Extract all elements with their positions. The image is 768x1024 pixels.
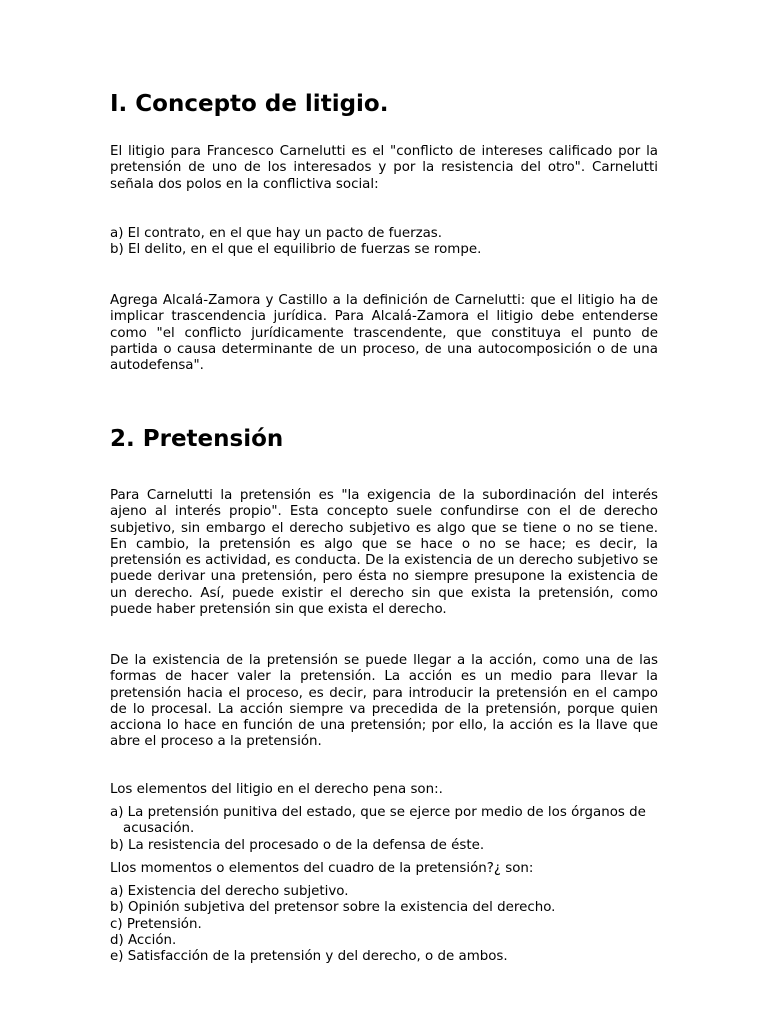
paragraph-litigio-definition: El litigio para Francesco Carnelutti es el "conflicto de intereses calificado por la pretensión de uno de los interesados y por la resistencia del otro". Carnelutti señala dos polos en la conflictiva social: xyxy=(110,144,658,192)
paragraph-alcala-zamora: Agrega Alcalá-Zamora y Castillo a la definición de Carnelutti: que el litigio ha de implicar trascendencia jurídica. Para Alcalá-Zamora el litigio debe entenderse como "el conflicto jurídicamente trascendente, que constituya el punto de partida o causa determinante de un proceso, de una autocomposición o de una autodefensa". xyxy=(110,293,658,374)
list-item: a) La pretensión punitiva del estado, que se ejerce por medio de los órganos de acusación. xyxy=(110,805,646,837)
list-item: c) Pretensión. xyxy=(110,916,202,932)
list-item: d) Acción. xyxy=(110,932,177,948)
section-heading-pretension: 2. Pretensión xyxy=(110,426,284,452)
list-item: b) El delito, en el que el equilibrio de fuerzas se rompe. xyxy=(110,242,482,258)
list-item: e) Satisfacción de la pretensión y del derecho, o de ambos. xyxy=(110,949,508,965)
moments-intro: Llos momentos o elementos del cuadro de la pretensión?¿ son: xyxy=(110,861,534,876)
list-item: b) La resistencia del procesado o de la defensa de éste. xyxy=(110,837,485,853)
list-item: b) Opinión subjetiva del pretensor sobre la existencia del derecho. xyxy=(110,900,556,916)
list-elementos-litigio xyxy=(110,805,658,854)
section-heading-concepto-de-litigio: I. Concepto de litigio. xyxy=(110,91,389,117)
paragraph-pretension-definition: Para Carnelutti la pretensión es "la exigencia de la subordinación del interés ajeno al interés propio". Esta concepto suele confundirse con el de derecho subjetivo, sin embargo el derecho subjetivo es algo que se tiene o no se tiene. En cambio, la pretensión es algo que se hace o no se hace; es decir, la pretensión es actividad, es conducta. De la existencia de un derecho subjetivo se puede derivar una pretensión, pero ésta no siempre presupone la existencia de un derecho. Así, puede existir el derecho sin que exista la pretensión, como puede haber pretensión sin que exista el derecho. xyxy=(110,488,658,618)
list-momentos-pretension xyxy=(110,884,658,965)
list-item: a) El contrato, en el que hay un pacto de fuerzas. xyxy=(110,226,443,241)
list-item: a) Existencia del derecho subjetivo. xyxy=(110,884,349,899)
elements-intro: Los elementos del litigio en el derecho pena son:. xyxy=(110,782,443,797)
list-polos-conflictiva xyxy=(110,226,658,259)
paragraph-pretension-accion: De la existencia de la pretensión se puede llegar a la acción, como una de las formas de hacer valer la pretensión. La acción es un medio para llevar la pretensión hacia el proceso, es decir, para introducir la pretensión en el campo de lo procesal. La acción siempre va precedida de la pretensión, porque quien acciona lo hace en función de una pretensión; por ello, la acción es la llave que abre el proceso a la pretensión. xyxy=(110,653,658,750)
